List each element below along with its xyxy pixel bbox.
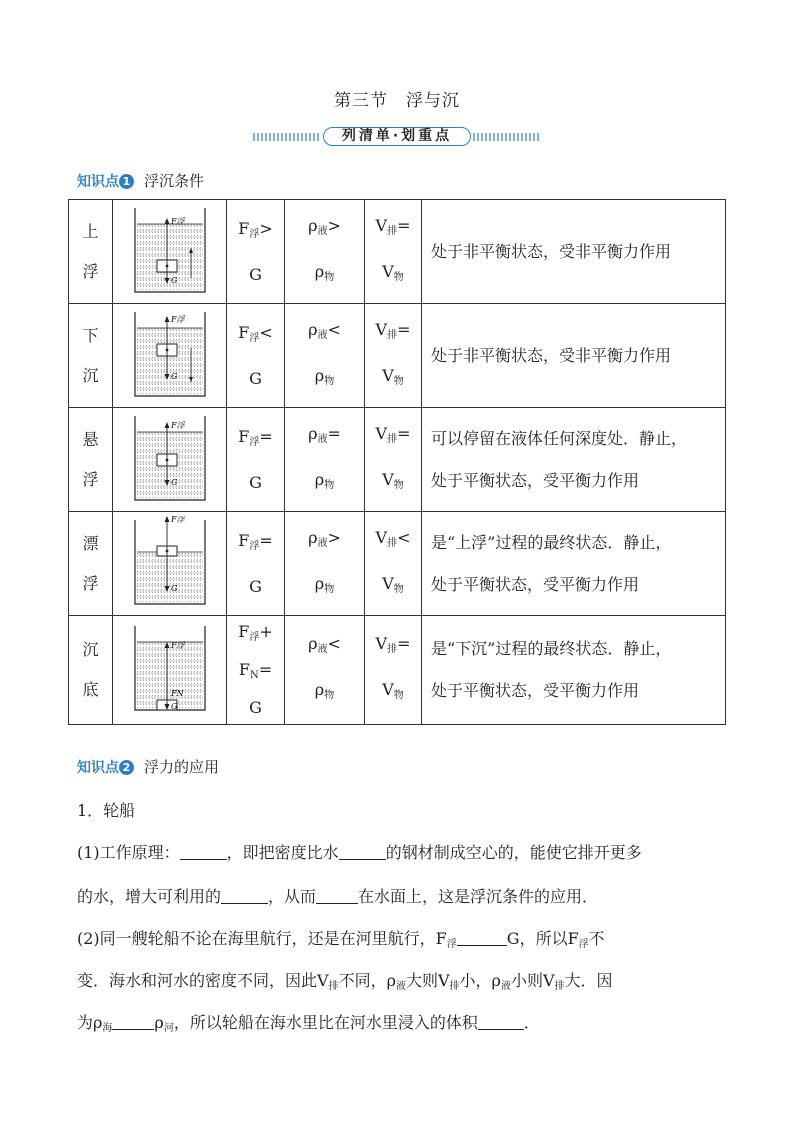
subtitle-ship: 1．轮船 xyxy=(77,801,136,820)
cell-line: $\rho_物$ xyxy=(314,680,335,701)
density-cell xyxy=(285,200,365,304)
description-line: 可以停留在液体任何深度处．静止， xyxy=(431,428,688,448)
table-row xyxy=(69,200,726,304)
buoyancy-label: F浮 xyxy=(170,641,185,650)
state-cell xyxy=(69,304,113,408)
description-line: 处于非平衡状态，受非平衡力作用 xyxy=(431,241,672,261)
force-cell xyxy=(227,408,285,512)
cell-line: $\rho_物$ xyxy=(314,573,335,595)
cell-line: $V_物$ xyxy=(382,680,404,701)
state-cell xyxy=(69,408,113,512)
knowledge-label: 知识点 xyxy=(77,760,119,776)
cell-line: 漂 xyxy=(82,533,99,553)
beaker-diagram xyxy=(133,412,207,504)
beaker-diagram xyxy=(133,204,207,296)
table-row xyxy=(69,408,726,512)
description-line: 处于非平衡状态，受非平衡力作用 xyxy=(431,345,672,365)
blank[interactable] xyxy=(180,845,227,860)
description-line: 处于平衡状态，受平衡力作用 xyxy=(431,470,640,490)
description-cell xyxy=(422,200,726,304)
cell-line: $V_物$ xyxy=(382,469,404,491)
gravity-label: G xyxy=(170,477,177,487)
blank[interactable] xyxy=(457,931,507,946)
cell-line: $\rho_液<$ xyxy=(308,319,341,341)
cell-line: G xyxy=(249,368,262,388)
banner-stripe-left xyxy=(253,133,321,141)
gravity-label: G xyxy=(170,583,177,593)
description-cell xyxy=(422,304,726,408)
cell-line: $F_浮<$ xyxy=(238,322,273,344)
normal-force-label: FN xyxy=(170,689,184,698)
beaker-diagram xyxy=(133,308,207,400)
description-line: 是“上浮”过程的最终状态．静止， xyxy=(431,532,672,552)
cell-line: 浮 xyxy=(82,261,99,281)
page-title: 第三节 浮与沉 xyxy=(334,91,460,111)
description-cell xyxy=(422,512,726,616)
cell-line: $V_物$ xyxy=(382,573,404,595)
cell-line: G xyxy=(249,472,262,492)
force-cell xyxy=(227,304,285,408)
description-line: 是“下沉”过程的最终状态．静止， xyxy=(431,639,672,658)
knowledge-label: 知识点 xyxy=(77,174,119,190)
cell-line: 底 xyxy=(82,680,99,699)
knowledge-title: 浮沉条件 xyxy=(144,172,205,190)
volume-cell xyxy=(365,304,422,408)
cell-line: $V_排<$ xyxy=(375,527,411,549)
force-cell xyxy=(227,200,285,304)
paragraph-1-line-2: 的水，增大可利用的 ，从而 在水面上，这是浮沉条件的应用． xyxy=(77,887,599,906)
banner-stripe-right xyxy=(473,133,541,141)
state-cell xyxy=(69,512,113,616)
cell-line: $\rho_物$ xyxy=(314,365,335,387)
blank[interactable] xyxy=(478,1015,524,1030)
cell-line: 浮 xyxy=(82,573,99,593)
cell-line: 上 xyxy=(82,221,99,241)
density-cell xyxy=(285,512,365,616)
volume-cell xyxy=(365,512,422,616)
knowledge-number: 2 xyxy=(119,760,134,775)
cell-line: $\rho_液=$ xyxy=(308,423,341,445)
state-cell xyxy=(69,616,113,725)
buoyancy-conditions-table xyxy=(68,199,726,725)
table-row xyxy=(69,512,726,616)
description-line: 处于平衡状态，受平衡力作用 xyxy=(431,574,640,594)
cell-line: $\rho_物$ xyxy=(314,261,335,283)
cell-line: G xyxy=(249,264,262,284)
knowledge-title: 浮力的应用 xyxy=(144,758,220,776)
cell-line: $F_浮=$ xyxy=(238,530,273,552)
buoyancy-label: F浮 xyxy=(170,314,185,324)
cell-line: $\rho_液>$ xyxy=(308,527,341,549)
cell-line: $V_排=$ xyxy=(375,423,411,445)
cell-line: G xyxy=(249,576,262,596)
density-cell xyxy=(285,304,365,408)
paragraph-1-line-1: (1)工作原理： ，即把密度比水 的钢材制成空心的，能使它排开更多 xyxy=(77,843,642,862)
force-cell xyxy=(227,512,285,616)
cell-line: $V_物$ xyxy=(382,261,404,283)
cell-line: $\rho_物$ xyxy=(314,469,335,491)
diagram-cell xyxy=(113,616,227,725)
paragraph-2-line-1: (2)同一艘轮船不论在海里航行，还是在河里航行，$F_浮$ G，所以$F_浮$不 xyxy=(77,929,605,950)
beaker-diagram xyxy=(133,622,207,714)
buoyancy-label: F浮 xyxy=(170,515,185,524)
cell-line: $V_排=$ xyxy=(375,319,411,341)
cell-line: 下 xyxy=(82,325,99,345)
cell-line: $V_物$ xyxy=(382,365,404,387)
paragraph-2-line-3: 为$\rho_海$ $\rho_河$，所以轮船在海水里比在河水里浸入的体积 ． xyxy=(77,1013,540,1034)
cell-line: $\rho_液>$ xyxy=(308,215,341,237)
cell-line: $F_浮+$ xyxy=(238,622,273,643)
description-line: 处于平衡状态，受平衡力作用 xyxy=(431,681,640,700)
buoyancy-label: F浮 xyxy=(170,420,185,430)
description-cell xyxy=(422,408,726,512)
blank[interactable] xyxy=(112,1015,154,1030)
gravity-label: G xyxy=(170,371,177,381)
cell-line: $V_排=$ xyxy=(375,634,411,655)
banner-label: 列清单·划重点 xyxy=(323,127,471,146)
diagram-cell xyxy=(113,304,227,408)
diagram-cell xyxy=(113,408,227,512)
density-cell xyxy=(285,616,365,725)
cell-line: 沉 xyxy=(82,365,99,385)
cell-line: $\rho_液<$ xyxy=(308,634,341,655)
beaker-diagram xyxy=(133,516,207,608)
gravity-label: G xyxy=(170,702,177,711)
table-row xyxy=(69,616,726,725)
blank[interactable] xyxy=(221,889,268,904)
cell-line: $F_浮=$ xyxy=(238,426,273,448)
table-row xyxy=(69,304,726,408)
section-banner xyxy=(253,127,541,147)
gravity-label: G xyxy=(170,275,177,285)
paragraph-2-line-2: 变．海水和河水的密度不同，因此$V_排$不同，$\rho_液$大则$V_排$小，$\rho_液$小则$V_排$大．因 xyxy=(77,971,613,992)
cell-line: G xyxy=(249,698,262,717)
volume-cell xyxy=(365,408,422,512)
state-cell xyxy=(69,200,113,304)
diagram-cell xyxy=(113,200,227,304)
knowledge-point-2 xyxy=(77,756,219,777)
volume-cell xyxy=(365,200,422,304)
buoyancy-label: F浮 xyxy=(170,216,185,226)
description-cell xyxy=(422,616,726,725)
cell-line: 悬 xyxy=(82,429,99,449)
cell-line: $F_浮>$ xyxy=(238,218,273,240)
knowledge-number: 1 xyxy=(119,174,134,189)
cell-line: 沉 xyxy=(82,640,99,659)
diagram-cell xyxy=(113,512,227,616)
knowledge-point-1 xyxy=(77,170,204,191)
cell-line: 浮 xyxy=(82,469,99,489)
cell-line: $V_排=$ xyxy=(375,215,411,237)
force-cell xyxy=(227,616,285,725)
density-cell xyxy=(285,408,365,512)
blank[interactable] xyxy=(316,889,358,904)
blank[interactable] xyxy=(339,845,386,860)
cell-line: $F_N=$ xyxy=(238,660,273,681)
volume-cell xyxy=(365,616,422,725)
